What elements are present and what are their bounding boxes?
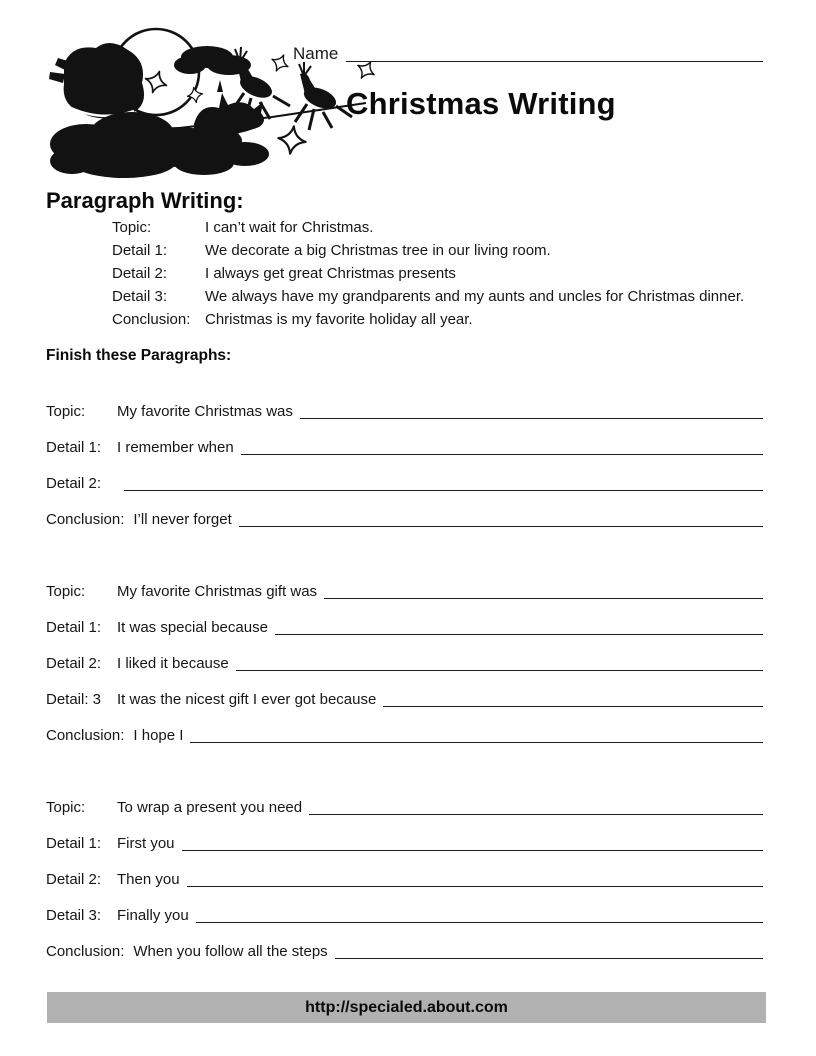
row-label: Detail 2:: [46, 871, 102, 888]
example-row: [112, 219, 772, 242]
row-label: Detail 2:: [46, 655, 102, 672]
write-line[interactable]: [300, 417, 763, 419]
row-label: Detail 1:: [46, 619, 102, 636]
row-text: I can’t wait for Christmas.: [205, 219, 374, 236]
worksheet-row: [46, 727, 763, 763]
write-line[interactable]: [196, 921, 763, 923]
paragraph-section-3: [46, 799, 763, 979]
row-label: Conclusion:: [46, 727, 125, 744]
row-prompt: First you: [117, 835, 175, 852]
row-label: Detail: 3: [46, 691, 102, 708]
row-prompt: Finally you: [117, 907, 189, 924]
write-line[interactable]: [275, 633, 763, 635]
example-block: [112, 219, 772, 334]
page-title: Christmas Writing: [346, 86, 616, 121]
write-line[interactable]: [335, 957, 763, 959]
row-text: Christmas is my favorite holiday all year.: [205, 311, 473, 328]
worksheet-row: [46, 871, 763, 907]
worksheet-row: [46, 439, 763, 475]
worksheet-row: [46, 655, 763, 691]
row-prompt: It was the nicest gift I ever got because: [117, 691, 377, 708]
worksheet-row: [46, 511, 763, 547]
row-prompt: It was special because: [117, 619, 268, 636]
worksheet-row: [46, 691, 763, 727]
row-label: Topic:: [46, 403, 86, 420]
worksheet-row: [46, 475, 763, 511]
row-label: Detail 3:: [46, 907, 102, 924]
worksheet-row: [46, 799, 763, 835]
write-line[interactable]: [190, 741, 763, 743]
row-prompt: My favorite Christmas was: [117, 403, 293, 420]
reindeer-icon: [295, 62, 352, 130]
row-prompt: My favorite Christmas gift was: [117, 583, 318, 600]
write-line[interactable]: [241, 453, 763, 455]
write-line[interactable]: [239, 525, 763, 527]
row-label: Conclusion:: [46, 511, 125, 528]
row-prompt: I liked it because: [117, 655, 229, 672]
worksheet-row: [46, 835, 763, 871]
footer-bar: [47, 992, 766, 1023]
worksheet-row: [46, 907, 763, 943]
row-label: Detail 1:: [46, 439, 102, 456]
row-label: Detail 2:: [46, 475, 102, 492]
row-text: We decorate a big Christmas tree in our living room.: [205, 242, 551, 259]
row-label: Topic:: [112, 219, 152, 236]
row-prompt: When you follow all the steps: [133, 943, 328, 960]
row-prompt: I’ll never forget: [133, 511, 232, 528]
footer-url: http://specialed.about.com: [305, 998, 508, 1016]
worksheet-row: [46, 943, 763, 979]
row-label: Conclusion:: [112, 311, 191, 328]
row-label: Topic:: [46, 583, 86, 600]
row-label: Detail 1:: [112, 242, 168, 259]
write-line[interactable]: [324, 597, 763, 599]
row-text: I always get great Christmas presents: [205, 265, 456, 282]
example-row: [112, 242, 772, 265]
row-label: Conclusion:: [46, 943, 125, 960]
row-prompt: I hope I: [133, 727, 184, 744]
row-prompt: To wrap a present you need: [117, 799, 303, 816]
row-prompt: Then you: [117, 871, 180, 888]
worksheet-row: [46, 583, 763, 619]
paragraph-section-2: [46, 583, 763, 763]
row-label: Detail 1:: [46, 835, 102, 852]
write-line[interactable]: [124, 489, 763, 491]
example-row: [112, 311, 772, 334]
write-line[interactable]: [309, 813, 763, 815]
write-line[interactable]: [383, 705, 763, 707]
example-row: [112, 288, 772, 311]
row-label: Detail 3:: [112, 288, 168, 305]
row-text: We always have my grandparents and my aunts and uncles for Christmas dinner.: [205, 288, 745, 305]
write-line[interactable]: [187, 885, 763, 887]
name-row: [293, 44, 763, 64]
name-label: Name: [293, 44, 339, 63]
example-row: [112, 265, 772, 288]
write-line[interactable]: [182, 849, 763, 851]
worksheet-row: [46, 403, 763, 439]
name-input-line[interactable]: [346, 60, 763, 62]
row-label: Topic:: [46, 799, 86, 816]
write-line[interactable]: [236, 669, 763, 671]
toy-sack-icon: [49, 43, 144, 122]
paragraph-section-1: [46, 403, 763, 547]
row-label: Detail 2:: [112, 265, 168, 282]
example-heading: Paragraph Writing:: [46, 188, 244, 213]
row-prompt: I remember when: [117, 439, 234, 456]
finish-heading: Finish these Paragraphs:: [46, 347, 232, 364]
worksheet-row: [46, 619, 763, 655]
